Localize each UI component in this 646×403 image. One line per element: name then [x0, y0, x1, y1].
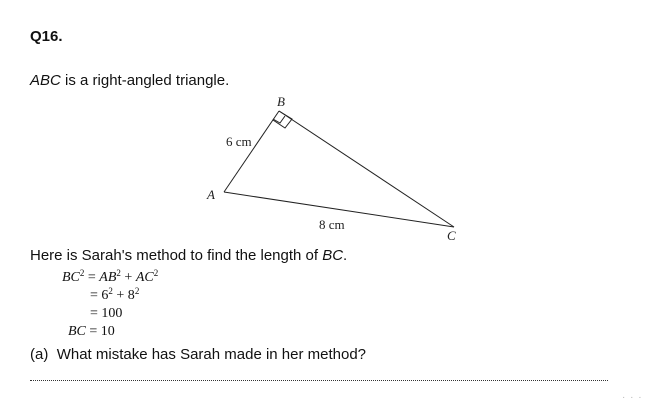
intro-triangle-name: ABC: [30, 72, 61, 89]
working-line-3: [90, 306, 122, 322]
intro-text: is a right-angled triangle.: [60, 72, 230, 89]
w4-rest: = 10: [85, 324, 115, 339]
vertex-c-label: C: [447, 228, 456, 243]
vertex-b-label: B: [277, 94, 285, 109]
vertex-a-label: A: [207, 187, 215, 202]
working-line-4: [68, 324, 115, 340]
side-ab-label: 6 cm: [226, 134, 252, 149]
w2-plus: + 8: [112, 288, 135, 303]
part-a-label: (a): [30, 346, 49, 363]
method-intro-var: BC: [322, 247, 344, 264]
side-bc-line: [279, 111, 454, 227]
working-line-1: [62, 270, 158, 286]
part-a-question: [30, 346, 366, 363]
w1-plus: +: [120, 270, 136, 285]
w2-exp2: 2: [134, 286, 140, 296]
w2-exp1: 2: [108, 286, 113, 296]
side-ac-label: 8 cm: [319, 217, 345, 232]
w1-t1-exp: 2: [116, 268, 121, 278]
more-dots-icon: · · ·: [622, 392, 643, 403]
method-intro-text: Here is Sarah's method to find the length of: [30, 247, 323, 264]
w1-eq: =: [84, 270, 100, 285]
w1-t1: AB: [99, 270, 117, 285]
method-intro: [30, 247, 347, 264]
method-intro-end: .: [343, 247, 348, 264]
w1-lhs-exp: 2: [79, 268, 85, 278]
w4-var: BC: [68, 324, 86, 339]
working-line-2: [90, 288, 139, 304]
w2-eq: = 6: [90, 288, 109, 303]
part-a-text: What mistake has Sarah made in her method?: [56, 346, 367, 363]
w1-lhs: BC: [62, 270, 80, 285]
w1-t2: AC: [135, 270, 154, 285]
w3-text: = 100: [90, 306, 123, 321]
w1-t2-exp: 2: [153, 268, 159, 278]
side-ab-line: [224, 111, 279, 192]
answer-line[interactable]: [30, 372, 608, 381]
question-number: Q16.: [30, 28, 63, 45]
